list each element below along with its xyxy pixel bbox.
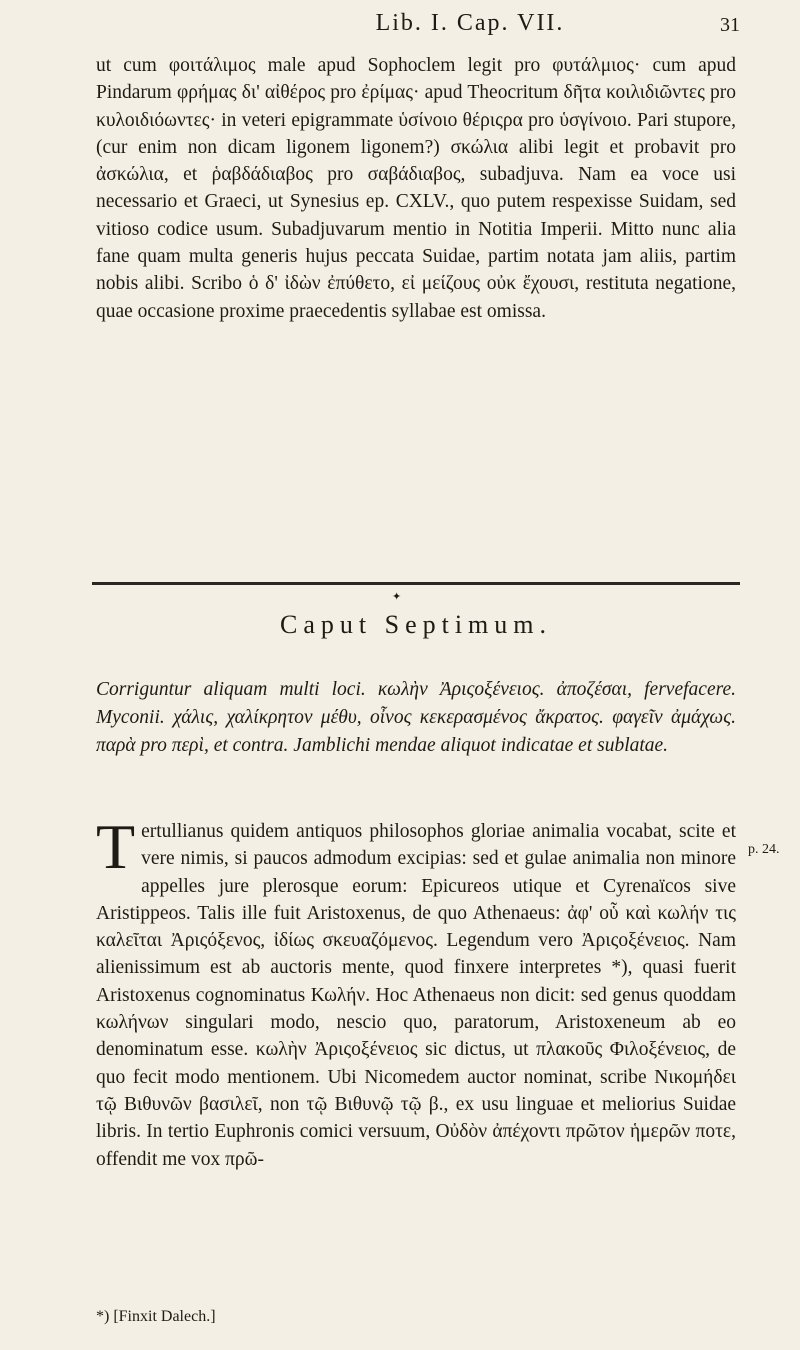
margin-page-reference: p. 24. bbox=[748, 842, 780, 857]
running-head bbox=[200, 10, 740, 40]
paragraph-main-text: ertullianus quidem antiquos philosophos gloriae animalia vocabat, scite et vere nimis, si paucos admodum excipias: sed et gulae animalia non minore appelles jure plerosque eorum: Epicureos utique et Cyrenaïcos sive Aristippeos. Talis ille fuit Aristoxenus, de quo Athenaeus: ἀφ' οὗ καὶ κωλήν τις καλεῖται Ἀριςόξενος, ἰδίως σκευαζόμενος. Legendum vero Ἀριςοξένειος. Nam alienissimum est ab auctoris mente, quod finxere interpretes *), quasi fuerit Aristoxenus cognominatus Κωλήν. Hoc Athenaeus non dicit: sed genus quoddam κωλήνων singulari modo, nescio quo, paratorum, Aristoxeneum ab eo denominatum esse. κωλὴν Ἀριςοξένειος sic dictus, ut πλακοῦς Φιλοξένειος, de quo fecit modo mentionem. Ubi Nicomedem auctor nominat, scribe Νικομήδει τῷ Βιθυνῶν βασιλεῖ, non τῷ Βιθυνῷ τῷ β., ex usu linguae et meliorius Suidae libris. In tertio Euphronis comici versuum, Οὐδὸν ἀπέχοντι πρῶτον ἡμερῶν ποτε, offendit me vox πρῶ- bbox=[96, 821, 736, 1170]
page-number: 31 bbox=[720, 14, 740, 36]
paragraph-main bbox=[96, 811, 736, 1173]
chapter-heading: Caput Septimum. bbox=[280, 610, 552, 639]
chapter-summary: Corriguntur aliquam multi loci. κωλὴν Ἀριςοξένειος. ἀποζέσαι, fervefacere. Myconii. χάλις, χαλίκρητον μέθυ, οἶνος κεκερασμένος ἄκρατος. φαγεῖν ἀμάχως. παρὰ pro περὶ, et contra. Jamblichi mendae aliquot indicatae et sublatae. bbox=[96, 678, 736, 756]
running-title: Lib. I. Cap. VII. bbox=[375, 10, 565, 36]
continued-text bbox=[96, 52, 736, 325]
ornament-mark: ✦ bbox=[392, 591, 402, 603]
footnote: *) [Finxit Dalech.] bbox=[96, 1308, 216, 1325]
paragraph-continued: ut cum φοιτάλιμος male apud Sophoclem legit pro φυτάλμιος· cum apud Pindarum φρήμας δι' αἰθέρος pro ἐρίμας· apud Theocritum δῆτα κοιλιδιῶντες pro κυλοιδιόωντες· in veteri epigrammate ὑσίνοιο θέριςρα pro ὑσγίνοιο. Pari stupore, (cur enim non dicam ligonem ligonem?) σκώλια alibi legit et probavit pro ἀσκώλια, et ῥαβδάδιαβος pro σαβάδιαβος, subadjuva. Nam ea voce usi necessario et Graeci, ut Synesius ep. CXLV., quo putem respexisse Suidam, sed vitioso codice usum. Subadjuvarum mentio in Notitia Imperii. Mitto nunc alia fane quam multa generis hujus peccata Suidae, partim notata jam aliis, partim nobis alibi. Scribo ὁ δ' ἰδὼν ἐπύθετο, εἰ μείζους οὐκ ἔχουσι, restituta negatione, quae occasione proxime praecedentis syllabae est omissa. bbox=[96, 55, 736, 322]
drop-cap: T bbox=[96, 811, 136, 882]
section-rule bbox=[92, 582, 740, 585]
